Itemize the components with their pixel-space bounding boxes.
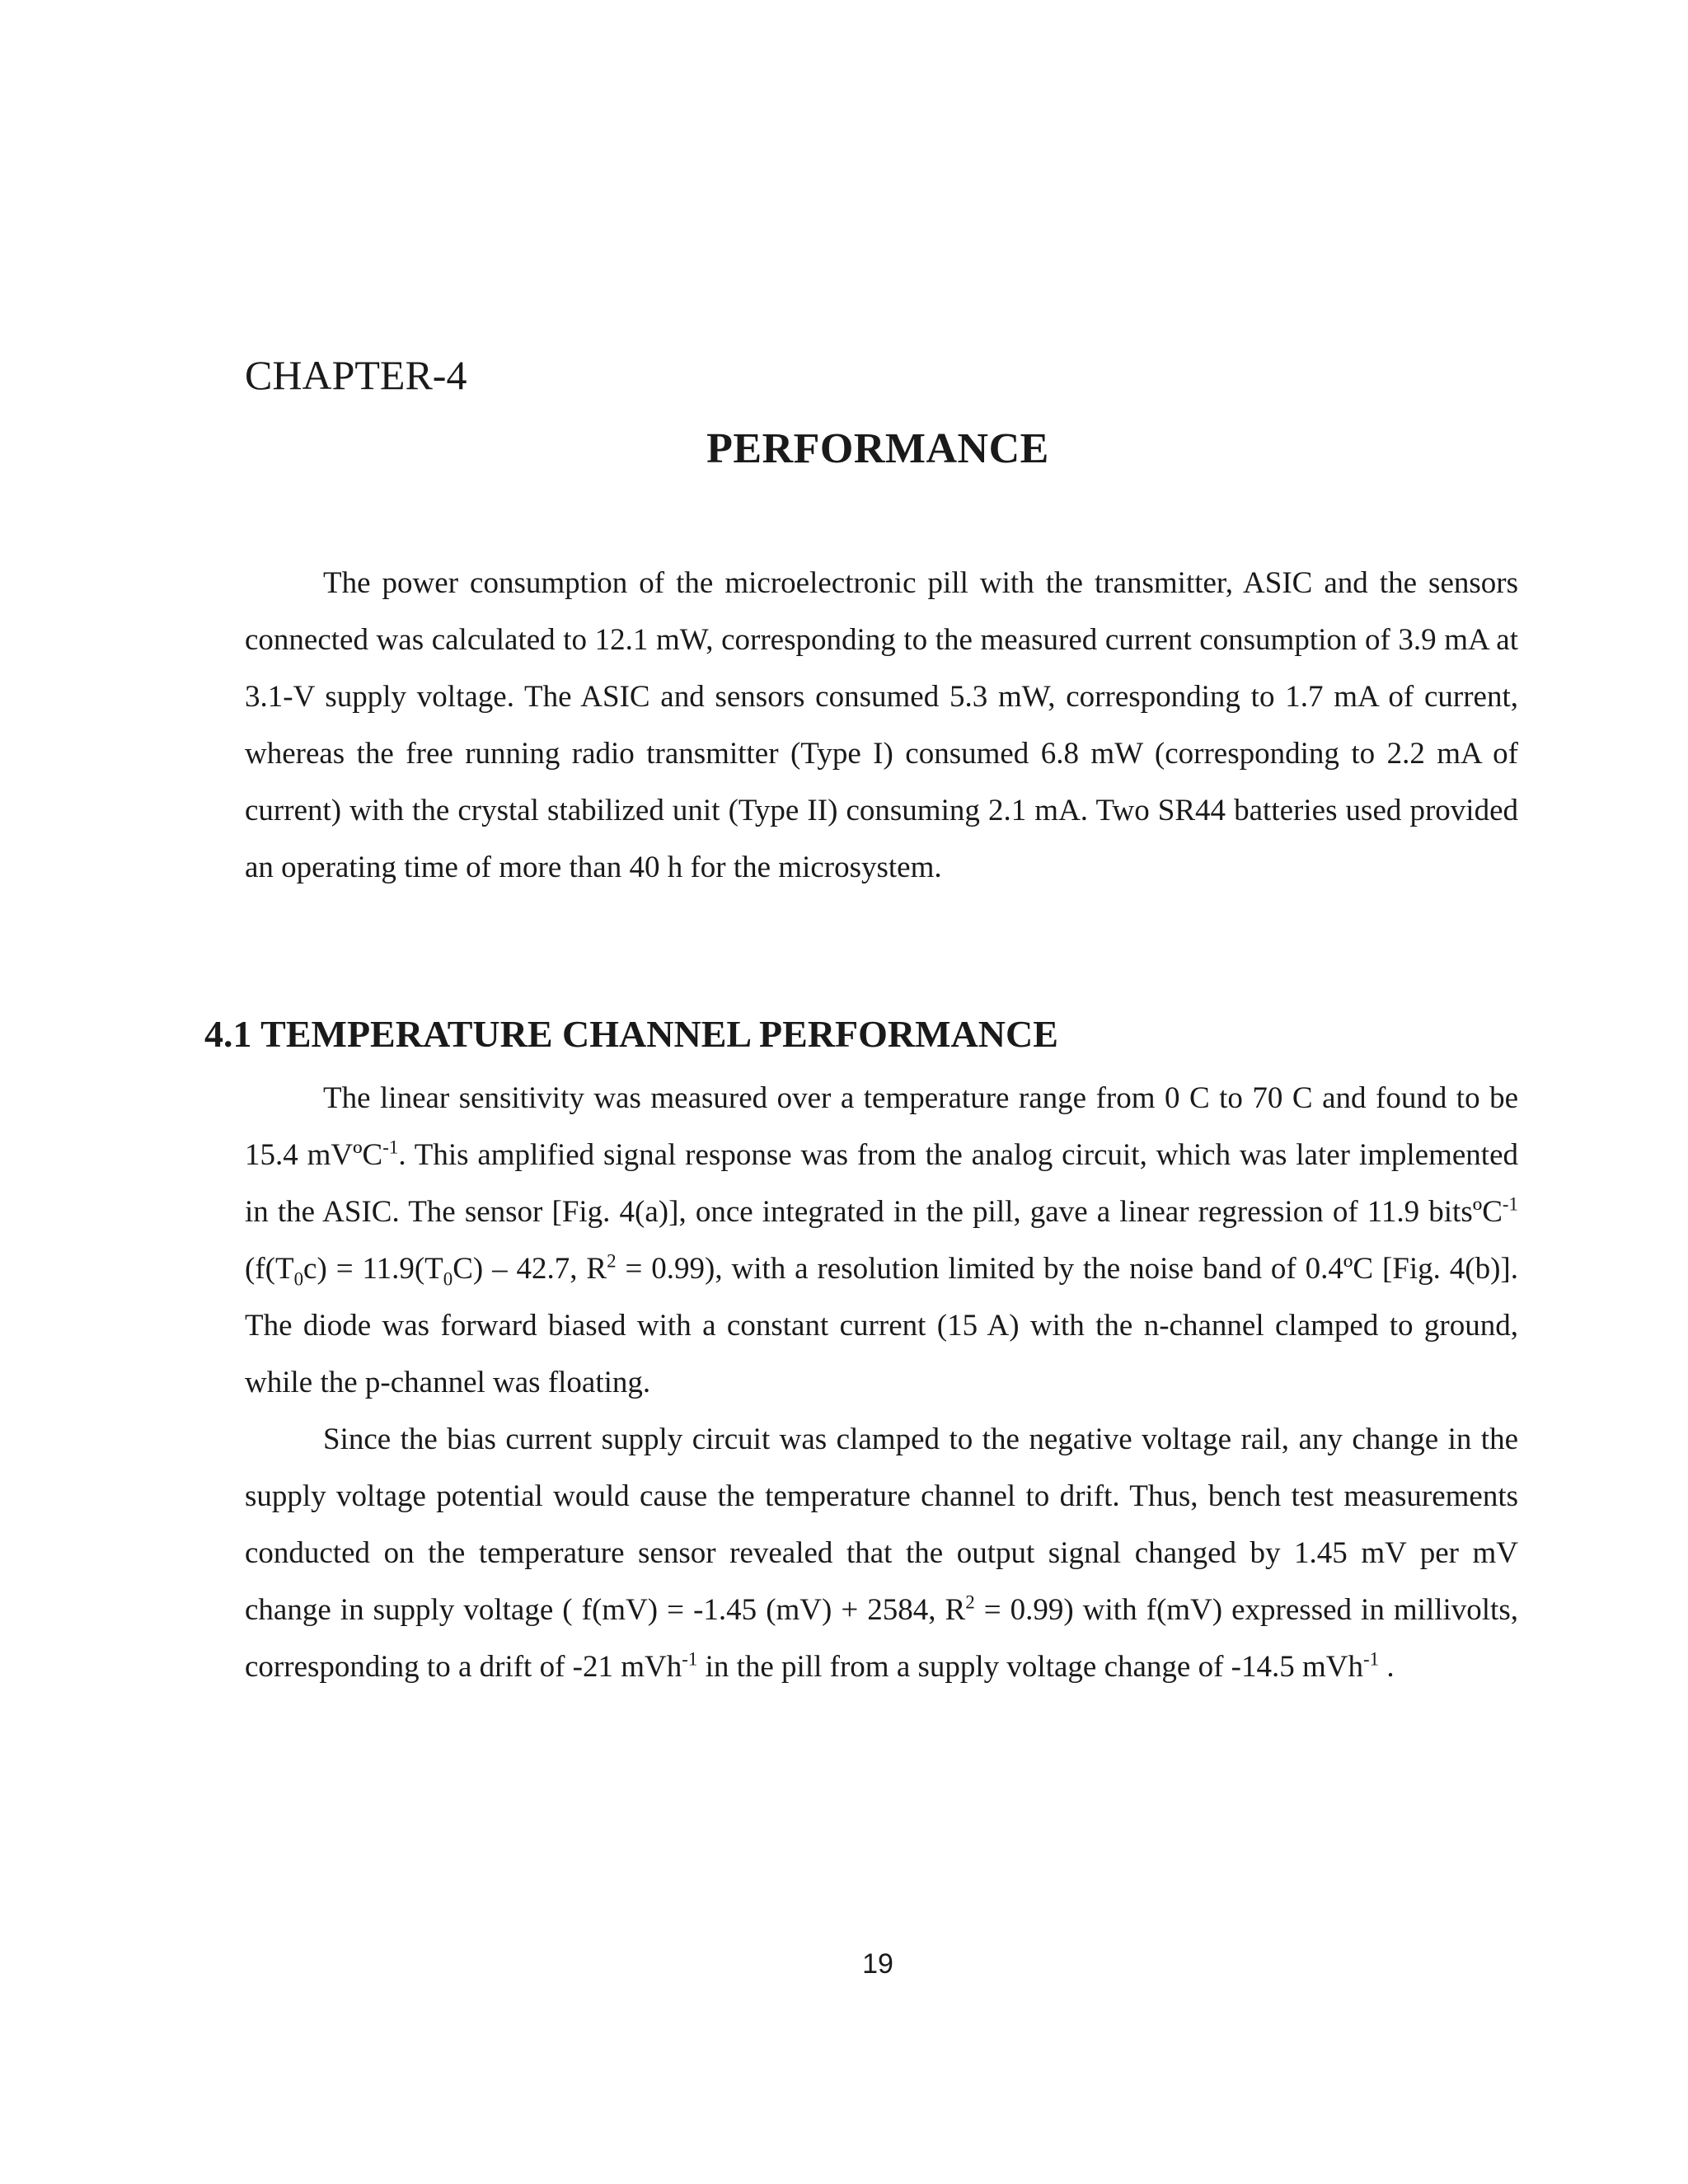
page-number: 19 <box>862 1948 893 1980</box>
superscript: 2 <box>965 1591 975 1613</box>
text-run: = 0.99) with f(mV) expressed in millivolts, corresponding to a drift of -21 mVh <box>245 1593 1518 1684</box>
text-run: The linear sensitivity was measured over a temperature range from 0 C to 70 C and found to be 15.4 mVºC <box>245 1081 1518 1172</box>
subscript: 0 <box>293 1268 304 1290</box>
superscript: -1 <box>1502 1193 1518 1215</box>
text-run: Since the bias current supply circuit was clamped to the negative voltage rail, any change in the supply voltage potential would cause the temperature channel to drift. Thus, bench test measurements conducted on the temperature sensor revealed that the output signal changed by 1.45 mV per mV change in supply voltage ( f(mV) = -1.45 (mV) + 2584, R <box>245 1422 1518 1627</box>
text-run: . This amplified signal response was from the analog circuit, which was later implemented in the ASIC. The sensor [Fig. 4(a)], once integrated in the pill, gave a linear regression of 11.9 bitsºC <box>245 1138 1518 1229</box>
text-run: = 0.99), with a resolution limited by the noise band of 0.4ºC [Fig. 4(b)]. The diode was forward biased with a constant current (15 A) with the n-channel clamped to ground, while the p-channel was floating. <box>245 1252 1518 1399</box>
superscript: -1 <box>682 1648 698 1670</box>
section-heading: 4.1 TEMPERATURE CHANNEL PERFORMANCE <box>204 1013 1058 1055</box>
chapter-label: CHAPTER-4 <box>245 352 467 398</box>
subscript: 0 <box>443 1268 453 1290</box>
text-run: (f(T <box>245 1252 294 1286</box>
text-run: . <box>1379 1650 1395 1684</box>
supply-drift-paragraph <box>245 1411 1518 1695</box>
chapter-title: PERFORMANCE <box>706 425 1049 472</box>
intro-paragraph-text: The power consumption of the microelectronic pill with the transmitter, ASIC and the sensors connected was calculated to 12.1 mW, corresponding to the measured current consumption of 3.9 mA at 3.1-V supply voltage. The ASIC and sensors consumed 5.3 mW, corresponding to 1.7 mA of current, whereas the free running radio transmitter (Type I) consumed 6.8 mW (corresponding to 2.2 mA of current) with the crystal stabilized unit (Type II) consuming 2.1 mA. Two SR44 batteries used provided an operating time of more than 40 h for the microsystem. <box>245 566 1518 884</box>
intro-paragraph <box>245 555 1518 896</box>
superscript: 2 <box>607 1250 617 1272</box>
text-run: c) = 11.9(T <box>303 1252 443 1286</box>
text-run: in the pill from a supply voltage change of -14.5 mVh <box>697 1650 1363 1684</box>
superscript: -1 <box>1363 1648 1380 1670</box>
superscript: -1 <box>382 1137 399 1158</box>
temperature-sensitivity-paragraph <box>245 1070 1518 1411</box>
text-run: C) – 42.7, R <box>452 1252 607 1286</box>
